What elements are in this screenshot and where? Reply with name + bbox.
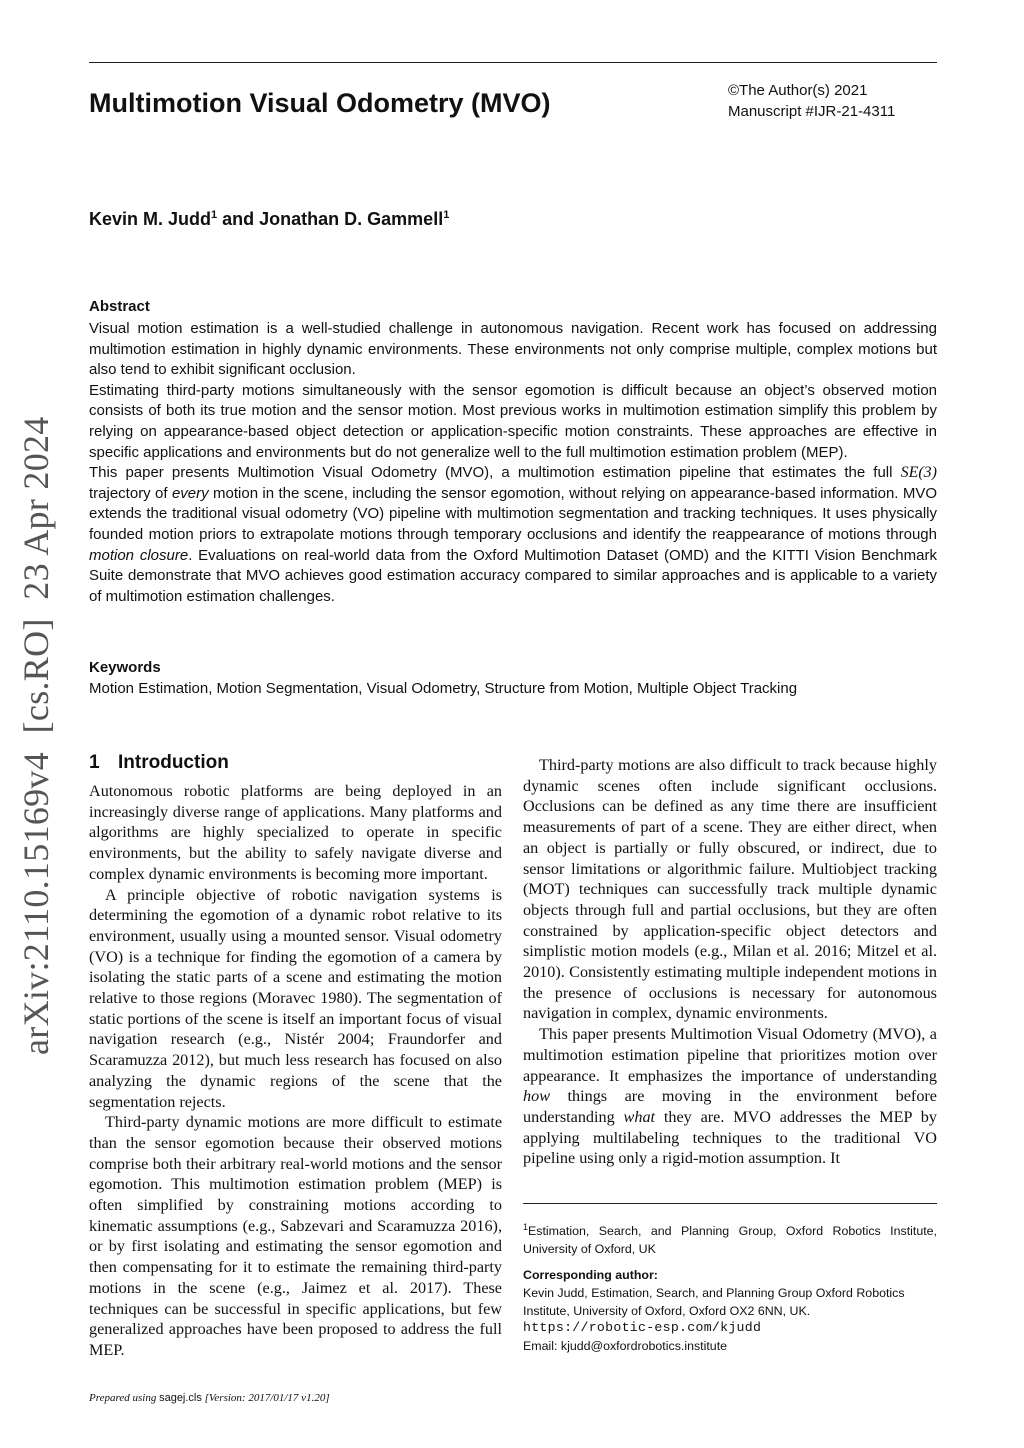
abstract-paragraph (89, 463, 937, 607)
manuscript-number: Manuscript #IJR-21-4311 (728, 103, 896, 120)
abstract-text: . Evaluations on real-world data from the Oxford Multimotion Dataset (OMD) and the KITTI Vision Benchmark Suite demonstrate that MVO achieves good estimation accuracy compared to similar approaches and is applicable to a variety of multimotion estimation challenges. (89, 546, 937, 605)
author-url-link[interactable]: https://robotic-esp.com/kjudd (523, 1320, 762, 1335)
right-column (523, 755, 937, 1169)
body-text: things are moving in the environment before understanding (523, 1087, 937, 1126)
abstract-body (89, 319, 937, 607)
author-email[interactable]: Email: kjudd@oxfordrobotics.institute (523, 1339, 728, 1353)
emphasis: motion closure (89, 546, 189, 564)
abstract-text: This paper presents Multimotion Visual Odometry (MVO), a multimotion estimation pipeline that estimates the full (89, 464, 901, 482)
paper-title: Multimotion Visual Odometry (MVO) (89, 88, 551, 118)
abstract-paragraph: Estimating third-party motions simultaneously with the sensor egomotion is difficult because an object’s observed motion consists of both its true motion and the sensor motion. Most previous works in multimotion estimation simplify this problem by relying on appearance-based object detection or application-specific motion constraints. These approaches are effective in specific applications and environments but do not generalize well to the full multimotion estimation problem (MEP). (89, 381, 937, 461)
class-file-name: sagej.cls (159, 1392, 202, 1404)
affiliation-text: Estimation, Search, and Planning Group, Oxford Robotics Institute, University of Oxford, UK (523, 1224, 937, 1256)
affiliation-footnote (523, 1219, 937, 1258)
prepared-footer (89, 1392, 330, 1404)
author-name: Kevin M. Judd (89, 209, 212, 229)
emphasis: how (523, 1087, 550, 1106)
section-number: 1 (89, 752, 100, 773)
emphasis: every (171, 484, 209, 502)
body-text: they are. MVO addresses the MEP by applying multilabeling techniques to the traditional VO pipeline using only a rigid-motion assumption. It (523, 1107, 937, 1168)
abstract-text: trajectory of (89, 484, 172, 502)
affiliation-mark: 1 (443, 209, 450, 221)
emphasis: what (623, 1107, 656, 1126)
left-column (89, 781, 502, 1361)
affiliation-mark: 1 (523, 1222, 529, 1232)
keywords-heading: Keywords (89, 659, 161, 676)
footer-text: [Version: 2017/01/17 v1.20] (201, 1392, 330, 1404)
abstract-paragraph: Visual motion estimation is a well-studied challenge in autonomous navigation. Recent work has focused on addressing multimotion estimation in highly dynamic environments. These environments not only comprise multiple, complex motions but also tend to exhibit significant occlusion. (89, 320, 937, 379)
abstract-heading: Abstract (89, 298, 150, 315)
body-paragraph (523, 1024, 937, 1169)
footer-text: Prepared using (89, 1392, 160, 1404)
section-title: Introduction (118, 752, 229, 773)
arxiv-margin-stamp: arXiv:2110.15169v4 [cs.RO] 23 Apr 2024 (16, 416, 56, 1055)
section-heading (89, 752, 229, 774)
body-paragraph: Third-party dynamic motions are more difficult to estimate than the sensor egomotion because their observed motions comprise both their arbitrary real-world motions and the sensor egomotion. This multimotion estimation problem (MEP) is often simplified by constraining motions according to kinematic assumptions (e.g., Sabzevari and Scaramuzza 2016), or by first isolating and estimating the sensor egomotion and then compensating for it to estimate the remaining third-party motions in the scene (e.g., Jaimez et al. 2017). These techniques can be successful in specific applications, but few generalized approaches have been proposed to address the full MEP. (89, 1113, 502, 1359)
rights-block (728, 80, 895, 122)
body-paragraph: Autonomous robotic platforms are being deployed in an increasingly diverse range of applications. Many platforms and algorithms are highly specialized to operate in specific environments, but the ability to safely navigate diverse and complex dynamic environments is becoming more important. (89, 782, 502, 883)
corresponding-heading: Corresponding author: (523, 1268, 658, 1282)
corresponding-address: Kevin Judd, Estimation, Search, and Planning Group Oxford Robotics Institute, University of Oxford, Oxford OX2 6NN, UK. (523, 1286, 905, 1318)
top-rule (89, 62, 937, 63)
body-paragraph: Third-party motions are also difficult to track because highly dynamic scenes often include significant occlusions. Occlusions can be defined as any time there are insufficient measurements of part of a scene. They are either direct, when an object is partially or fully obscured, or indirect, due to sensor limitations or algorithmic failure. Multiobject tracking (MOT) techniques can successfully track multiple dynamic objects through full and partial occlusions, but they are often constrained by application-specific object detectors and simplistic motion models (e.g., Milan et al. 2016; Mitzel et al. 2010). Consistently estimating multiple independent motions in the presence of occlusions is necessary for autonomous navigation in complex, dynamic environments. (523, 756, 937, 1023)
affiliation-mark: 1 (211, 209, 218, 221)
math-se3: SE(3) (900, 464, 937, 482)
author-list (89, 209, 449, 230)
author-conjunction: and (217, 209, 260, 229)
footnote-rule (523, 1203, 937, 1204)
abstract-text: motion in the scene, including the sensor egomotion, without relying on appearance-based information. MVO extends the traditional visual odometry (VO) pipeline with multimotion segmentation and tracking techniques. It uses physically founded motion priors to extrapolate motions through temporary occlusions and identify the reappearance of motions through (89, 484, 937, 543)
body-text: This paper presents Multimotion Visual Odometry (MVO), a multimotion estimation pipeline that prioritizes motion over appearance. It emphasizes the importance of understanding (523, 1025, 937, 1085)
keywords-list: Motion Estimation, Motion Segmentation, Visual Odometry, Structure from Motion, Multiple Object Tracking (89, 680, 798, 697)
copyright-notice: ©The Author(s) 2021 (728, 82, 868, 99)
body-paragraph: A principle objective of robotic navigation systems is determining the egomotion of a dynamic robot relative to its environment, usually using a mounted sensor. Visual odometry (VO) is a technique for finding the egomotion of a camera by isolating the static parts of a scene and estimating the motion relative to those regions (Moravec 1980). The segmentation of static portions of the scene is itself an important focus of visual navigation research (e.g., Nistér 2004; Fraundorfer and Scaramuzza 2012), but much less research has focused on also analyzing the dynamic regions of the scene that the segmentation rejects. (89, 885, 502, 1111)
author-name: Jonathan D. Gammell (259, 209, 444, 229)
